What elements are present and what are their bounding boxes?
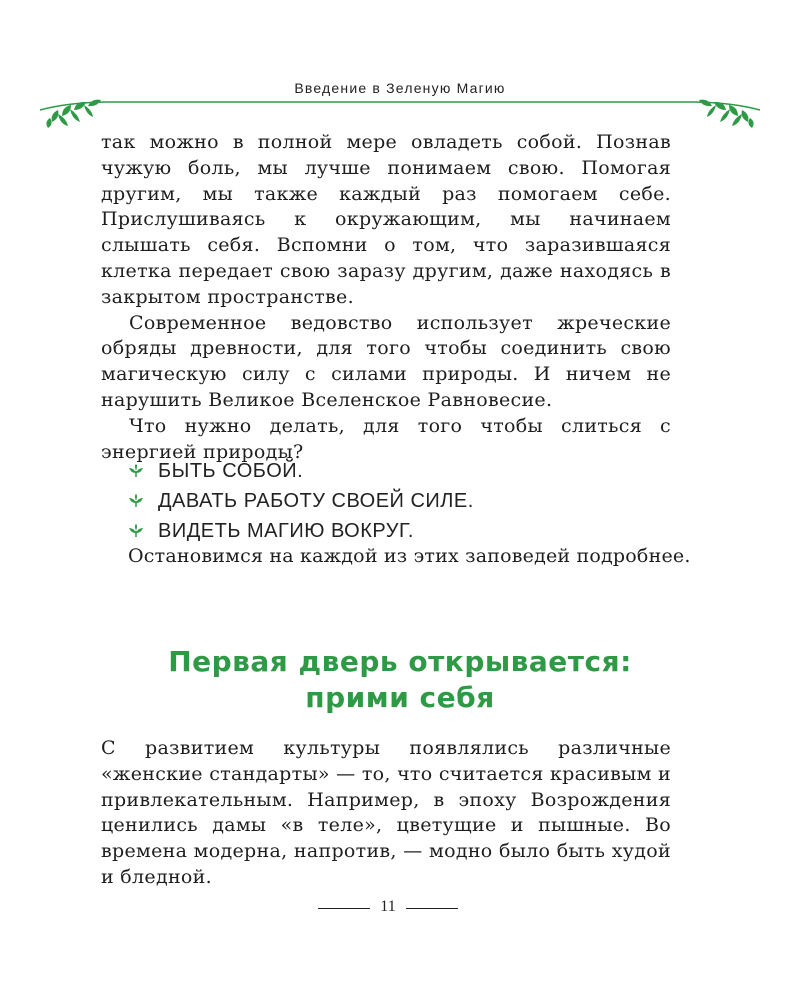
section-title-line-2: прими себя bbox=[305, 681, 495, 714]
paragraph: так можно в полной мере овладеть собой. Познав чужую боль, мы лучше понимаем свою. Помогая другим, мы также каждый раз помогаем себе. Прислушиваясь к окружающим, мы начинаем слышать себя. Вспомни о том, что заразившаяся клетка передает свою заразу другим, даже находясь в закрытом пространстве. bbox=[101, 131, 671, 308]
list-item bbox=[128, 486, 688, 516]
list-item-text: ДАВАТЬ РАБОТУ СВОЕЙ СИЛЕ. bbox=[158, 489, 474, 512]
list-item-text: ВИДЕТЬ МАГИЮ ВОКРУГ. bbox=[158, 519, 414, 542]
page-number-footer bbox=[0, 898, 800, 920]
paragraph: Что нужно делать, для того чтобы слиться с энергией природы? bbox=[101, 414, 671, 463]
body-text-bottom bbox=[101, 736, 671, 891]
list-item bbox=[128, 516, 688, 546]
body-text-top bbox=[101, 130, 671, 465]
folio-rule-left bbox=[318, 908, 370, 909]
closing-line: Остановимся на каждой из этих заповедей подробнее. bbox=[128, 545, 691, 567]
leaf-sprout-icon bbox=[128, 524, 144, 538]
section-title bbox=[0, 644, 800, 716]
commandments-list bbox=[128, 456, 688, 546]
page-number: 11 bbox=[380, 898, 396, 915]
paragraph: Современное ведовство использует жреческие обряды древности, для того чтобы соединить свою магическую силу с силами природы. И ничем не нарушить Великое Вселенское Равновесие. bbox=[101, 311, 671, 411]
vine-line bbox=[40, 102, 760, 110]
leaf-sprout-icon bbox=[128, 464, 144, 478]
leaf-sprout-icon bbox=[128, 494, 144, 508]
running-head: Введение в Зеленую Магию bbox=[294, 80, 506, 96]
paragraph: С развитием культуры появлялись различные «женские стандарты» — то, что считается красивым и привлекательным. Например, в эпоху Возрождения ценились дамы «в теле», цветущие и пышные. Во времена модерна, напротив, — модно было быть худой и бледной. bbox=[101, 737, 671, 888]
folio-rule-right bbox=[406, 908, 458, 909]
list-item bbox=[128, 456, 688, 486]
list-item-text: БЫТЬ СОБОЙ. bbox=[158, 459, 304, 482]
section-title-line-1: Первая дверь открывается: bbox=[168, 645, 632, 678]
